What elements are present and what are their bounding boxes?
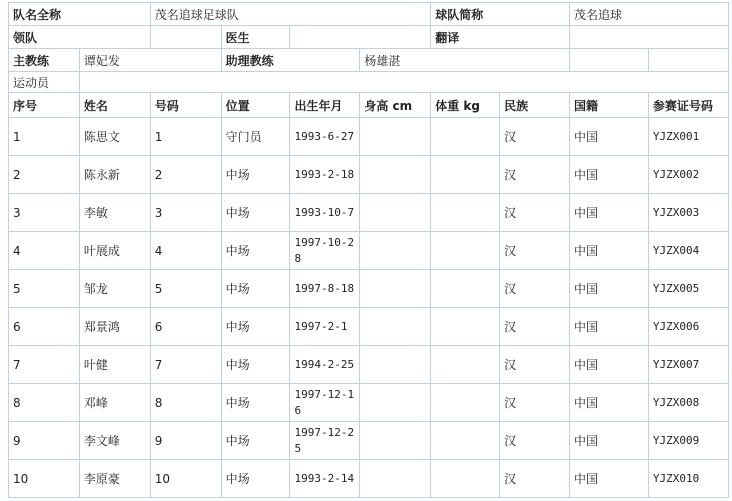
leader-value bbox=[150, 26, 221, 49]
column-header: 姓名 bbox=[79, 93, 150, 118]
player-name: 李敏 bbox=[79, 194, 150, 232]
player-weight bbox=[431, 232, 500, 270]
player-height bbox=[360, 232, 431, 270]
player-name: 邹龙 bbox=[79, 270, 150, 308]
player-height bbox=[360, 384, 431, 422]
player-weight bbox=[431, 422, 500, 460]
player-ethnicity: 汉 bbox=[500, 194, 570, 232]
player-position: 守门员 bbox=[221, 118, 290, 156]
player-weight bbox=[431, 460, 500, 498]
player-number: 6 bbox=[150, 308, 221, 346]
column-header: 出生年月 bbox=[290, 93, 360, 118]
player-number: 7 bbox=[150, 346, 221, 384]
full-name-value: 茂名追球足球队 bbox=[150, 3, 430, 26]
table-row bbox=[9, 156, 729, 194]
player-name: 郑景鸿 bbox=[79, 308, 150, 346]
player-certificate-number: YJZX009 bbox=[648, 422, 728, 460]
team-roster-table bbox=[8, 2, 729, 498]
team-name-row bbox=[9, 3, 729, 26]
player-height bbox=[360, 422, 431, 460]
player-certificate-number: YJZX006 bbox=[648, 308, 728, 346]
player-birth-date: 1994-2-25 bbox=[290, 346, 360, 384]
player-position: 中场 bbox=[221, 460, 290, 498]
full-name-label: 队名全称 bbox=[9, 3, 151, 26]
player-nationality: 中国 bbox=[569, 194, 648, 232]
player-weight bbox=[431, 156, 500, 194]
player-certificate-number: YJZX008 bbox=[648, 384, 728, 422]
player-ethnicity: 汉 bbox=[500, 308, 570, 346]
head-coach-value: 谭妃发 bbox=[79, 49, 221, 72]
player-nationality: 中国 bbox=[569, 156, 648, 194]
player-nationality: 中国 bbox=[569, 422, 648, 460]
player-nationality: 中国 bbox=[569, 118, 648, 156]
player-index: 8 bbox=[9, 384, 80, 422]
athletes-label: 运动员 bbox=[9, 72, 80, 93]
player-position: 中场 bbox=[221, 308, 290, 346]
player-name: 邓峰 bbox=[79, 384, 150, 422]
player-position: 中场 bbox=[221, 346, 290, 384]
player-height bbox=[360, 346, 431, 384]
table-row bbox=[9, 270, 729, 308]
player-name: 陈永新 bbox=[79, 156, 150, 194]
player-name: 李原豪 bbox=[79, 460, 150, 498]
player-index: 2 bbox=[9, 156, 80, 194]
player-name: 叶健 bbox=[79, 346, 150, 384]
assistant-coach-value: 杨雄湛 bbox=[360, 49, 570, 72]
athletes-label-row bbox=[9, 72, 729, 93]
leader-label: 领队 bbox=[9, 26, 151, 49]
player-certificate-number: YJZX010 bbox=[648, 460, 728, 498]
player-certificate-number: YJZX001 bbox=[648, 118, 728, 156]
player-name: 李文峰 bbox=[79, 422, 150, 460]
player-birth-date: 1993-2-14 bbox=[290, 460, 360, 498]
column-header: 民族 bbox=[500, 93, 570, 118]
player-height bbox=[360, 460, 431, 498]
column-header: 体重 kg bbox=[431, 93, 500, 118]
table-row bbox=[9, 422, 729, 460]
table-row bbox=[9, 232, 729, 270]
player-certificate-number: YJZX005 bbox=[648, 270, 728, 308]
player-weight bbox=[431, 346, 500, 384]
player-number: 2 bbox=[150, 156, 221, 194]
player-ethnicity: 汉 bbox=[500, 270, 570, 308]
translator-label: 翻译 bbox=[431, 26, 570, 49]
player-ethnicity: 汉 bbox=[500, 118, 570, 156]
player-number: 8 bbox=[150, 384, 221, 422]
player-ethnicity: 汉 bbox=[500, 422, 570, 460]
player-ethnicity: 汉 bbox=[500, 232, 570, 270]
player-index: 4 bbox=[9, 232, 80, 270]
player-name: 叶展成 bbox=[79, 232, 150, 270]
column-header: 号码 bbox=[150, 93, 221, 118]
player-nationality: 中国 bbox=[569, 384, 648, 422]
player-number: 9 bbox=[150, 422, 221, 460]
player-number: 3 bbox=[150, 194, 221, 232]
player-nationality: 中国 bbox=[569, 308, 648, 346]
player-position: 中场 bbox=[221, 422, 290, 460]
column-header: 国籍 bbox=[569, 93, 648, 118]
player-nationality: 中国 bbox=[569, 270, 648, 308]
column-header: 序号 bbox=[9, 93, 80, 118]
translator-value bbox=[569, 26, 728, 49]
player-position: 中场 bbox=[221, 384, 290, 422]
player-certificate-number: YJZX003 bbox=[648, 194, 728, 232]
column-header: 身高 cm bbox=[360, 93, 431, 118]
staff-row bbox=[9, 26, 729, 49]
player-birth-date: 1997-12-16 bbox=[290, 384, 360, 422]
player-list bbox=[9, 118, 729, 498]
coach-row bbox=[9, 49, 729, 72]
player-index: 10 bbox=[9, 460, 80, 498]
player-position: 中场 bbox=[221, 156, 290, 194]
player-birth-date: 1997-8-18 bbox=[290, 270, 360, 308]
column-header-row bbox=[9, 93, 729, 118]
doctor-label: 医生 bbox=[221, 26, 290, 49]
player-certificate-number: YJZX002 bbox=[648, 156, 728, 194]
player-weight bbox=[431, 308, 500, 346]
player-name: 陈思文 bbox=[79, 118, 150, 156]
player-height bbox=[360, 308, 431, 346]
table-row bbox=[9, 194, 729, 232]
player-ethnicity: 汉 bbox=[500, 384, 570, 422]
player-index: 3 bbox=[9, 194, 80, 232]
player-birth-date: 1993-10-7 bbox=[290, 194, 360, 232]
player-height bbox=[360, 156, 431, 194]
player-birth-date: 1993-6-27 bbox=[290, 118, 360, 156]
player-height bbox=[360, 270, 431, 308]
player-nationality: 中国 bbox=[569, 346, 648, 384]
player-index: 9 bbox=[9, 422, 80, 460]
table-row bbox=[9, 460, 729, 498]
table-row bbox=[9, 118, 729, 156]
player-index: 5 bbox=[9, 270, 80, 308]
short-name-label: 球队简称 bbox=[431, 3, 570, 26]
table-row bbox=[9, 308, 729, 346]
table-row bbox=[9, 384, 729, 422]
player-birth-date: 1997-2-1 bbox=[290, 308, 360, 346]
player-weight bbox=[431, 194, 500, 232]
player-ethnicity: 汉 bbox=[500, 156, 570, 194]
player-index: 6 bbox=[9, 308, 80, 346]
athletes-label-empty bbox=[79, 72, 728, 93]
player-number: 10 bbox=[150, 460, 221, 498]
player-ethnicity: 汉 bbox=[500, 346, 570, 384]
player-nationality: 中国 bbox=[569, 460, 648, 498]
head-coach-label: 主教练 bbox=[9, 49, 80, 72]
player-number: 5 bbox=[150, 270, 221, 308]
player-certificate-number: YJZX007 bbox=[648, 346, 728, 384]
player-index: 7 bbox=[9, 346, 80, 384]
player-number: 1 bbox=[150, 118, 221, 156]
column-header: 位置 bbox=[221, 93, 290, 118]
table-row bbox=[9, 346, 729, 384]
player-nationality: 中国 bbox=[569, 232, 648, 270]
player-birth-date: 1997-10-28 bbox=[290, 232, 360, 270]
short-name-value: 茂名追球 bbox=[569, 3, 728, 26]
player-birth-date: 1997-12-25 bbox=[290, 422, 360, 460]
player-number: 4 bbox=[150, 232, 221, 270]
player-height bbox=[360, 118, 431, 156]
player-position: 中场 bbox=[221, 194, 290, 232]
doctor-value bbox=[290, 26, 431, 49]
player-index: 1 bbox=[9, 118, 80, 156]
coach-row-empty-2 bbox=[648, 49, 728, 72]
player-position: 中场 bbox=[221, 232, 290, 270]
player-position: 中场 bbox=[221, 270, 290, 308]
player-birth-date: 1993-2-18 bbox=[290, 156, 360, 194]
player-weight bbox=[431, 384, 500, 422]
column-header: 参赛证号码 bbox=[648, 93, 728, 118]
player-height bbox=[360, 194, 431, 232]
player-ethnicity: 汉 bbox=[500, 460, 570, 498]
player-weight bbox=[431, 118, 500, 156]
coach-row-empty-1 bbox=[569, 49, 648, 72]
assistant-coach-label: 助理教练 bbox=[221, 49, 360, 72]
player-certificate-number: YJZX004 bbox=[648, 232, 728, 270]
player-weight bbox=[431, 270, 500, 308]
